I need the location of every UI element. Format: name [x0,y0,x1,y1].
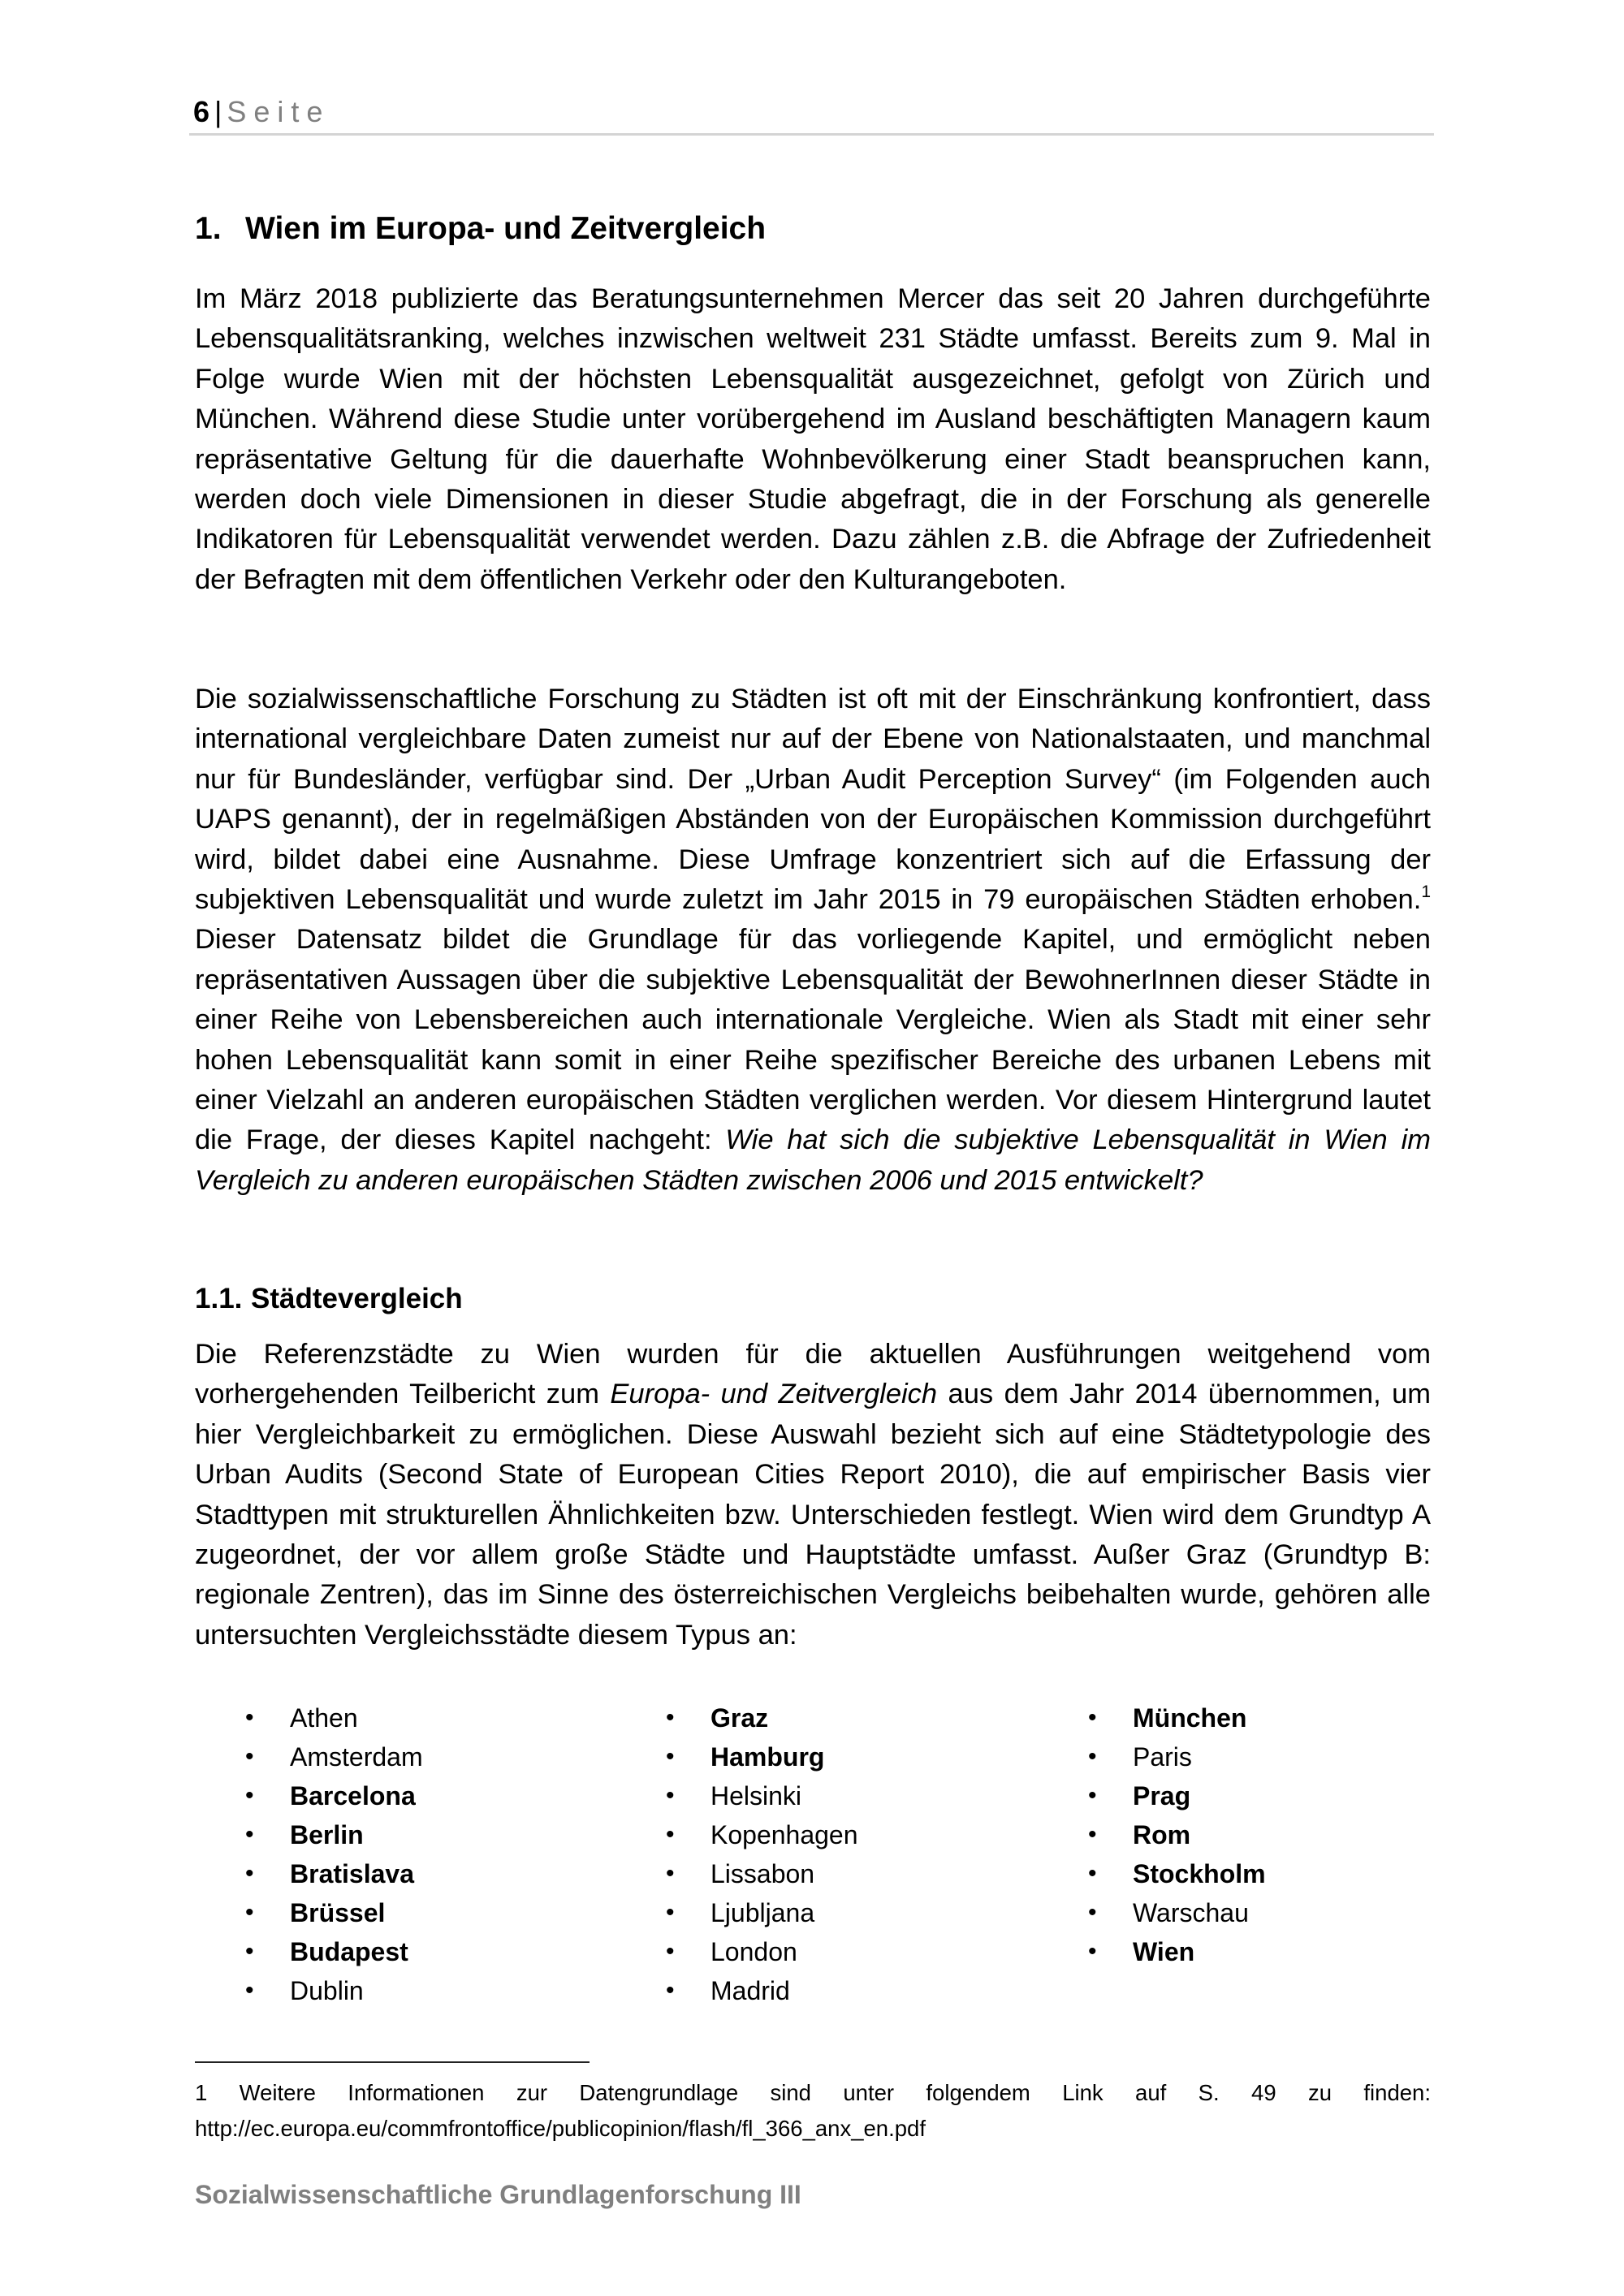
footnote [195,2075,1431,2147]
city-name: Helsinki [710,1781,802,1810]
city-name: Brüssel [290,1898,386,1927]
city-name: Rom [1133,1820,1191,1849]
bullet-icon: • [1088,1860,1097,1887]
bullet-icon: • [666,1899,675,1926]
paragraph-uaps-text-continued: Dieser Datensatz bildet die Grundlage für das vorliegende Kapitel, und ermöglicht neben repräsentativen Aussagen über die subjektive Lebensqualität der BewohnerInnen dieser Städte in einer Reihe von Lebensbereichen auch internationale Vergleiche. Wien als Stadt mit einer sehr hohen Lebensqualität kann somit in einer Reihe spezifischer Bereiche des urbanen Lebens mit einer Vielzahl an anderen europäischen Städten verglichen werden. Vor diesem Hintergrund lautet die Frage, der dieses Kapitel nachgeht: [195,924,1431,1156]
city-name: Kopenhagen [710,1820,858,1849]
city-name: Graz [710,1703,769,1733]
bullet-icon: • [666,1704,675,1731]
city-name: Barcelona [290,1781,416,1810]
city-name: Bratislava [290,1859,414,1888]
research-question: Wie hat sich die subjektive Lebensqualität in Wien im Vergleich zu anderen europäischen Städten zwischen 2006 und 2015 entwickelt? [195,1124,1431,1196]
paragraph-reference-cities [195,1335,1431,1655]
city-name: München [1133,1703,1247,1733]
section-title: Wien im Europa- und Zeitvergleich [245,211,767,246]
subsection-number: 1.1. [195,1283,243,1314]
page-word: Seite [227,95,330,128]
bullet-icon: • [245,1860,254,1887]
header-separator: | [214,95,222,128]
city-name: London [710,1937,797,1966]
paragraph-reference-cities-text: Die Referenzstädte zu Wien wurden für die aktuellen Ausführungen weitgehend vom vorhergehenden Teilbericht zum [195,1339,1431,1410]
paragraph-uaps-text: Die sozialwissenschaftliche Forschung zu Städten ist oft mit der Einschränkung konfrontiert, dass international vergleichbare Daten zumeist nur auf der Ebene von Nationalstaaten, und manchmal nur für Bundesländer, verfügbar sind. Der „Urban Audit Perception Survey“ (im Folgenden auch UAPS genannt), der in regelmäßigen Abständen von der Europäischen Kommission durchgeführt wird, bildet dabei eine Ausnahme. Diese Umfrage konzentriert sich auf die Erfassung der subjektiven Lebensqualität und wurde zuletzt im Jahr 2015 in 79 europäischen Städten erhoben. [195,684,1431,916]
city-name: Budapest [290,1937,408,1966]
city-name: Amsterdam [290,1742,423,1772]
paragraph-intro: Im März 2018 publizierte das Beratungsunternehmen Mercer das seit 20 Jahren durchgeführte Lebensqualitätsranking, welches inzwischen weltweit 231 Städte umfasst. Bereits zum 9. Mal in Folge wurde Wien mit der höchsten Lebensqualität ausgezeichnet, gefolgt von Zürich und München. Während diese Studie unter vorübergehend im Ausland beschäftigten Managern kaum repräsentative Geltung für die dauerhafte Wohnbevölkerung einer Stadt beanspruchen kann, werden doch viele Dimensionen in dieser Studie abgefragt, die in der Forschung als generelle Indikatoren für Lebensqualität verwendet werden. Dazu zählen z.B. die Abfrage der Zufriedenheit der Befragten mit dem öffentlichen Verkehr oder den Kulturangeboten. [195,283,1431,595]
footnote-reference[interactable]: 1 [1421,883,1431,902]
subsection-title: Städtevergleich [251,1283,463,1314]
bullet-icon: • [245,1704,254,1731]
city-name: Wien [1133,1937,1195,1966]
bullet-icon: • [666,1782,675,1809]
bullet-icon: • [245,1821,254,1848]
report-title-italic: Europa- und Zeitvergleich [610,1379,938,1410]
city-name: Berlin [290,1820,364,1849]
section-number: 1. [195,211,222,246]
bullet-icon: • [245,1743,254,1770]
bullet-icon: • [245,1977,254,2004]
city-name: Hamburg [710,1742,825,1772]
city-name: Prag [1133,1781,1191,1810]
city-name: Warschau [1133,1898,1249,1927]
footnote-text: 1 Weitere Informationen zur Datengrundlage sind unter folgendem Link auf S. 49 zu finden: [195,2080,1431,2105]
city-name: Athen [290,1703,358,1733]
city-name: Stockholm [1133,1859,1266,1888]
running-footer: Sozialwissenschaftliche Grundlagenforschung III [195,2180,801,2209]
bullet-icon: • [666,1743,675,1770]
bullet-icon: • [666,1821,675,1848]
city-name: Dublin [290,1976,364,2005]
running-header [193,96,330,128]
page-number: 6 [193,95,210,128]
paragraph-reference-cities-text-continued: aus dem Jahr 2014 übernommen, um hier Vergleichbarkeit zu ermöglichen. Diese Auswahl bezieht sich auf eine Städtetypologie des Urban Audits (Second State of European Cities Report 2010), die auf empirischer Basis vier Stadttypen mit strukturellen Ähnlichkeiten bzw. Unterschieden festlegt. Wien wird dem Grundtyp A zugeordnet, der vor allem große Städte und Hauptstädte umfasst. Außer Graz (Grundtyp B: regionale Zentren), das im Sinne des österreichischen Vergleichs beibehalten wurde, gehören alle untersuchten Vergleichsstädte diesem Typus an: [195,1379,1431,1651]
bullet-icon: • [666,1860,675,1887]
bullet-icon: • [1088,1938,1097,1965]
paragraph-uaps [195,680,1431,1201]
bullet-icon: • [666,1938,675,1965]
bullet-icon: • [245,1938,254,1965]
city-name: Paris [1133,1742,1192,1772]
bullet-icon: • [245,1899,254,1926]
footnote-separator [195,2061,590,2063]
section-heading [195,209,766,248]
footnote-link[interactable]: http://ec.europa.eu/commfrontoffice/publicopinion/flash/fl_366_anx_en.pdf [195,2116,926,2141]
subsection-heading [195,1281,463,1317]
bullet-icon: • [1088,1704,1097,1731]
city-name: Madrid [710,1976,790,2005]
city-name: Ljubljana [710,1898,815,1927]
bullet-icon: • [1088,1743,1097,1770]
header-rule [189,133,1434,136]
bullet-icon: • [666,1977,675,2004]
bullet-icon: • [1088,1899,1097,1926]
bullet-icon: • [1088,1821,1097,1848]
city-name: Lissabon [710,1859,815,1888]
bullet-icon: • [245,1782,254,1809]
bullet-icon: • [1088,1782,1097,1809]
